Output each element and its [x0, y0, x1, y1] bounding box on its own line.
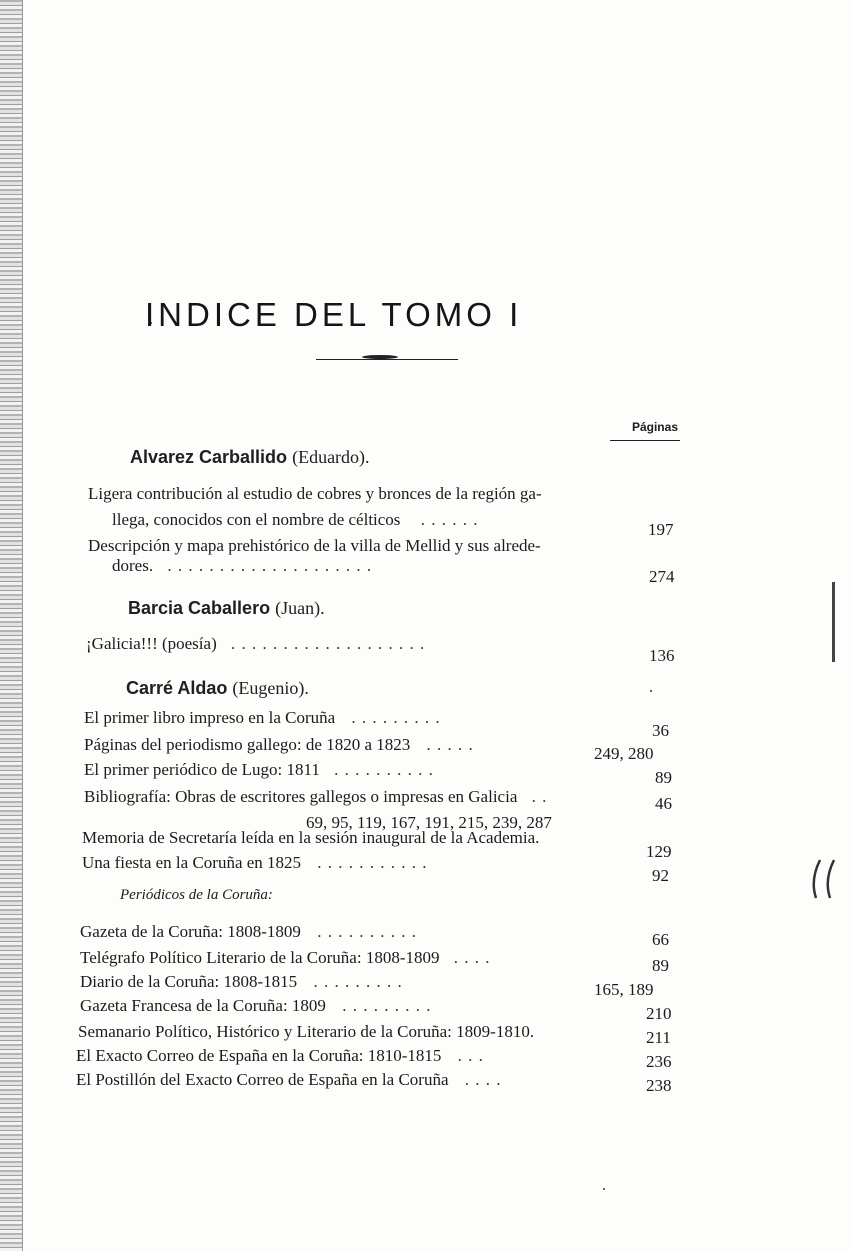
entry-text: El Exacto Correo de España en la Coruña: 1810-1815	[76, 1046, 442, 1065]
entry-text: El Postillón del Exacto Correo de España en la Coruña	[76, 1070, 449, 1089]
entry-page: 249, 280	[594, 744, 654, 763]
pages-column-header: Páginas	[631, 420, 678, 434]
author-heading	[126, 678, 309, 699]
entry-text: llega, conocidos con el nombre de célticos	[112, 510, 401, 529]
leader-dots: . . . .	[453, 948, 491, 967]
entry-text: ¡Galicia!!! (poesía)	[86, 634, 217, 653]
author-heading	[128, 598, 325, 619]
entry-line	[80, 948, 490, 968]
entry-page: 211	[646, 1028, 671, 1047]
entry-page: 89	[652, 956, 669, 975]
leader-dots: . . . .	[464, 1070, 502, 1089]
title-rule	[316, 359, 458, 360]
leader-dots: . . . . .	[426, 735, 474, 754]
entry-line	[80, 922, 417, 942]
entry-line: Ligera contribución al estudio de cobres y bronces de la región ga-	[88, 484, 542, 503]
entry-page: 236	[646, 1052, 672, 1071]
entry-line	[76, 1070, 502, 1090]
entry-page: 36	[652, 721, 669, 740]
book-spine-edge	[0, 0, 22, 1251]
author-surname: Alvarez Carballido	[130, 447, 288, 467]
leader-dots: . . . . . .	[420, 510, 479, 529]
entry-line: Descripción y mapa prehistórico de la villa de Mellid y sus alrede-	[88, 536, 541, 555]
entry-page: 274	[649, 567, 675, 586]
entry-text: Páginas del periodismo gallego: de 1820 a 1823	[84, 735, 411, 754]
entry-text: El primer libro impreso en la Coruña	[84, 708, 336, 727]
leader-dots: . . . . . . . . . . . . . . . . . . . .	[167, 556, 373, 575]
entry-text: Diario de la Coruña: 1808-1815	[80, 972, 298, 991]
entry-line	[112, 510, 478, 530]
leader-dots: . . . . . . . . .	[351, 708, 441, 727]
author-given-name: (Eduardo).	[292, 447, 370, 467]
entry-text: Una fiesta en la Coruña en 1825	[82, 853, 302, 872]
leader-dots: . . . . . . . . . . .	[317, 853, 428, 872]
author-given-name: (Eugenio).	[232, 678, 309, 698]
page-gutter-line	[22, 0, 23, 1251]
author-given-name: (Juan).	[275, 598, 325, 618]
entry-line: Semanario Político, Histórico y Literario de la Coruña: 1809-1810.	[78, 1022, 535, 1041]
author-surname: Barcia Caballero	[128, 598, 271, 618]
entry-text: Gazeta Francesa de la Coruña: 1809	[80, 996, 326, 1015]
leader-dots: . . . . . . . . . . . . . . . . . . .	[230, 634, 426, 653]
entry-page: 197	[648, 520, 674, 539]
entry-page: 238	[646, 1076, 672, 1095]
entry-text: Bibliografía: Obras de escritores gallegos o impresas en Galicia	[84, 787, 518, 806]
leader-dots: . . . . . . . . .	[342, 996, 432, 1015]
title-ornament	[362, 355, 398, 359]
margin-scan-mark	[806, 856, 846, 912]
entry-line	[76, 1046, 484, 1066]
scan-speck	[650, 690, 652, 692]
margin-scan-mark	[832, 582, 835, 662]
entry-line	[84, 760, 434, 780]
entry-page: 165, 189	[594, 980, 654, 999]
entry-page: 210	[646, 1004, 672, 1023]
entry-page: 92	[652, 866, 669, 885]
page-title: INDICE DEL TOMO I	[145, 296, 523, 333]
entry-line	[84, 735, 474, 755]
entry-page: 136	[649, 646, 675, 665]
leader-dots: . . . . . . . . . .	[317, 922, 417, 941]
author-heading	[130, 447, 370, 468]
scan-speck	[603, 1188, 605, 1190]
leader-dots: . . . . . . . . . .	[334, 760, 434, 779]
entry-line	[80, 996, 431, 1016]
entry-line	[84, 708, 441, 728]
entry-page-list: 69, 95, 119, 167, 191, 215, 239, 287	[306, 813, 552, 832]
entry-line	[86, 634, 425, 654]
entry-text: dores.	[112, 556, 154, 575]
entry-page: 89	[655, 768, 672, 787]
entry-line	[82, 853, 428, 873]
entry-line	[80, 972, 403, 992]
entry-page: 129	[646, 842, 672, 861]
entry-text: Telégrafo Político Literario de la Coruña: 1808-1809	[80, 948, 440, 967]
entry-text: El primer periódico de Lugo: 1811	[84, 760, 320, 779]
entry-line	[112, 556, 372, 576]
leader-dots: . . . . . . . . .	[313, 972, 403, 991]
author-surname: Carré Aldao	[126, 678, 228, 698]
margin-stroke-icon	[806, 856, 846, 902]
entry-line	[84, 787, 547, 807]
pages-header-rule	[610, 440, 680, 441]
entry-page: 66	[652, 930, 669, 949]
leader-dots: . .	[531, 787, 548, 806]
entry-page: 46	[655, 794, 672, 813]
subheading: Periódicos de la Coruña:	[120, 887, 273, 903]
entry-text: Gazeta de la Coruña: 1808-1809	[80, 922, 301, 941]
entry-line: Memoria de Secretaría leída en la sesión inaugural de la Academia.	[82, 828, 540, 847]
leader-dots: . . .	[457, 1046, 484, 1065]
